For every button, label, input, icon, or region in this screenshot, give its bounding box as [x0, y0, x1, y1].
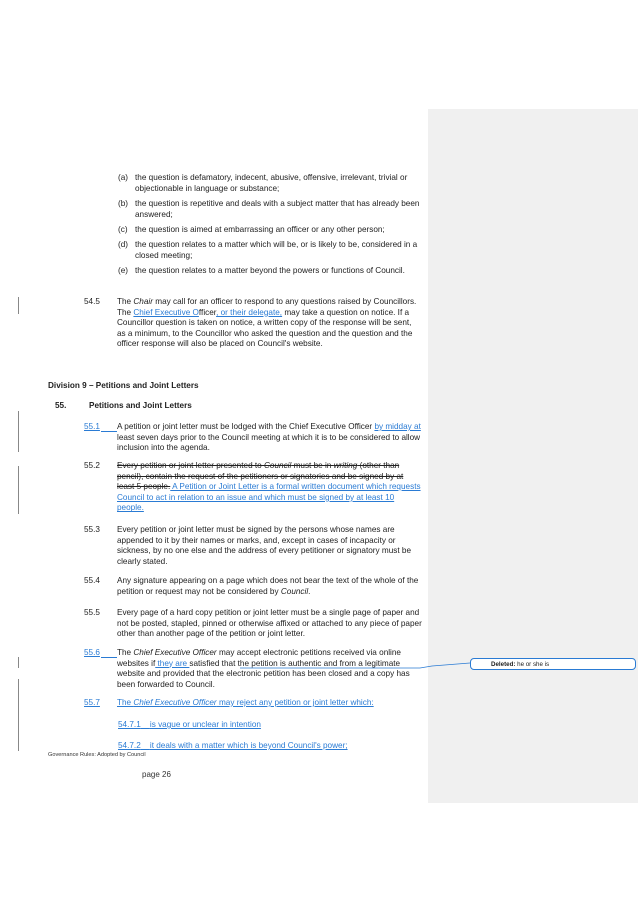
list-item — [118, 225, 423, 236]
text: may take a question on notice. If a Councillor question is taken on notice, a written copy of the response will be sent, as a minimum, to the Councillor who asked the question and the question and the officer response will also be placed on Council's website. — [117, 307, 413, 349]
list-item — [118, 199, 423, 219]
text: fficer — [198, 307, 217, 317]
deletion: Every petition or joint letter presented to — [117, 461, 264, 470]
clause-55-5: Every page of a hard copy petition or joint letter must be a single page of paper and not be posted, stapled, pinned or otherwise affixed or attached to any piece of paper other than another page of the petition or joint letter. — [117, 608, 422, 639]
deletion: Council — [264, 461, 292, 470]
clause-number: 55.6 — [84, 648, 100, 657]
text: may accept electronic petitions received via online websites if — [117, 648, 401, 668]
list-text: the question relates to a matter which will be, or is likely to be, considered in a closed meeting; — [135, 240, 418, 260]
balloon-label: Deleted: — [491, 661, 516, 668]
deletion: must be in — [291, 461, 334, 470]
text: may reject any petition or joint letter which: — [216, 698, 374, 707]
clause-55-3: Every petition or joint letter must be signed by the persons whose names are appended to it by their names or marks, and, except in cases of incapacity or sickness, by no one else and the address of every petitioner or signatory must be clearly stated. — [117, 525, 412, 566]
text: . — [308, 586, 311, 596]
list-text: the question relates to a matter beyond the powers or functions of Council. — [135, 266, 405, 275]
list-label: (e) — [118, 266, 129, 275]
text: The — [117, 648, 134, 657]
list-label: (b) — [118, 199, 129, 208]
change-bar — [18, 297, 19, 314]
clause-number: 54.5 — [84, 297, 100, 306]
clause-55-4 — [117, 576, 422, 597]
text: The — [117, 698, 134, 707]
comment-connector — [240, 655, 472, 671]
list-label: (a) — [118, 173, 129, 182]
clause-number: 55.2 — [84, 461, 100, 470]
insertion: , or their delegate, — [216, 307, 283, 317]
clause-55-1 — [117, 422, 422, 454]
clause-55-7 — [117, 698, 422, 709]
clause-54-5 — [117, 297, 422, 350]
list-text: the question is repetitive and deals with a subject matter that has already been answered; — [135, 199, 420, 219]
text: Any signature appearing on a page which does not bear the text of the whole of the petition or request may not be considered by — [117, 576, 419, 596]
list-item — [118, 266, 423, 277]
list-text: the question is aimed at embarrassing an officer or any other person; — [135, 225, 385, 234]
change-bar — [18, 411, 19, 452]
text: satisfied that the petition is authentic and from a legitimate website and provided that the electronic petition has been closed and a copy has been forwarded to Council. — [117, 658, 410, 689]
list-item — [118, 240, 423, 260]
clause-number: 55.5 — [84, 608, 100, 617]
deletion: writing — [333, 461, 358, 470]
clause-number: 55.3 — [84, 525, 100, 534]
tab-underline — [101, 657, 117, 658]
section-number: 55. — [55, 401, 67, 410]
sub-clause-text: is vague or unclear in intention — [149, 720, 261, 729]
text: least seven days prior to the Council meeting at which it is to be considered to allow inclusion into the agenda. — [117, 432, 421, 453]
division-heading: Division 9 – Petitions and Joint Letters — [48, 381, 199, 390]
tab-underline — [101, 431, 117, 432]
page-number: page 26 — [142, 770, 171, 779]
text: may call for an officer to respond to any questions raised by Councillors. The — [117, 297, 417, 317]
insertion: by midday at — [374, 422, 421, 431]
sub-clause-text: it deals with a matter which is beyond Council's power; — [149, 741, 348, 750]
text: Chair — [133, 297, 153, 306]
list-label: (d) — [118, 240, 129, 249]
connector-line — [240, 663, 470, 668]
comment-balloon[interactable] — [470, 658, 636, 670]
insertion: Chief Executive O — [133, 307, 199, 317]
section-title: Petitions and Joint Letters — [89, 401, 192, 410]
change-bar — [18, 466, 19, 514]
change-bar — [18, 679, 19, 751]
text: A petition or joint letter must be lodged with the Chief Executive Officer — [117, 422, 375, 431]
list-label: (c) — [118, 225, 128, 234]
footer-text: Governance Rules: Adopted by Council — [48, 752, 146, 758]
clause-number: 55.1 — [84, 422, 100, 431]
list-item — [118, 173, 423, 193]
deletion: (other than pencil), contain the request of the petitioners or signatories and be signed by at least 5 people. — [117, 461, 404, 492]
clause-number: 55.7 — [84, 698, 100, 707]
text: Council — [280, 586, 309, 596]
text: Chief Executive Officer — [133, 698, 217, 707]
text: The — [117, 297, 134, 306]
insertion: they are — [155, 658, 190, 668]
balloon-text: he or she is — [515, 661, 550, 668]
clause-number: 55.4 — [84, 576, 100, 585]
change-bar — [18, 657, 19, 668]
sub-clause-number: 54.7.1 — [118, 720, 141, 729]
sub-clause — [118, 741, 348, 752]
clause-55-2 — [117, 461, 422, 514]
comments-pane — [428, 109, 638, 803]
insertion: A Petition or Joint Letter is a formal written document which requests Council to act in relation to an issue and which must be signed by at least 10 people. — [117, 482, 421, 513]
sub-clause-number: 54.7.2 — [118, 741, 141, 750]
sub-clause — [118, 720, 261, 731]
text: Chief Executive Officer — [133, 648, 217, 657]
list-text: the question is defamatory, indecent, abusive, offensive, irrelevant, trivial or objectionable in language or substance; — [135, 173, 408, 193]
